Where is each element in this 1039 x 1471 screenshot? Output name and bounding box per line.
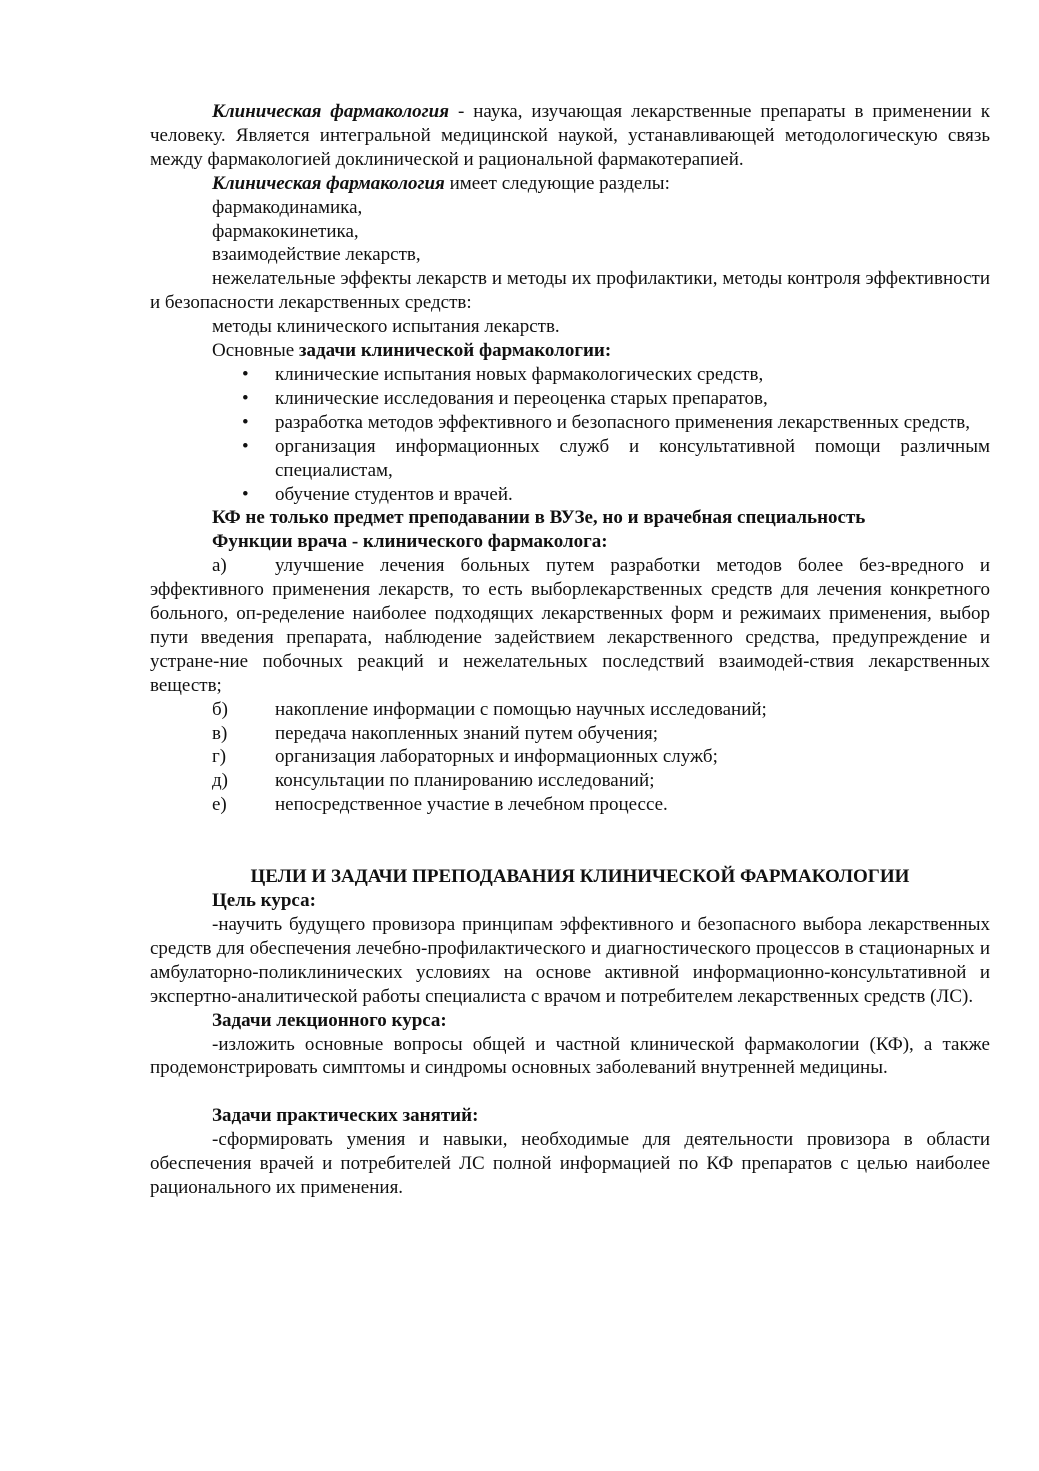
function-item [150,698,990,722]
sections-lead-text: имеет следующие разделы: [444,172,670,194]
tasks-lead-text: Основные [212,340,299,362]
section-item: фармакокинетика, [212,220,359,242]
function-text: непосредственное участие в лечебном процессе. [275,794,668,816]
function-text: консультации по планированию исследований; [275,770,655,792]
practice-text: -сформировать умения и навыки, необходимые для деятельности провизора в области обеспечения врачей и потребителей ЛС полной информацией по КФ препаратов с целью наиболее рационального их применения. [150,1129,990,1199]
list-item [150,363,990,387]
list-item-text: клинические исследования и переоценка старых препаратов, [275,387,768,409]
tasks-lead [150,339,990,363]
function-mark: а) [212,555,227,577]
course-goal-title [150,889,990,913]
function-item [150,769,990,793]
list-item-text: обучение студентов и врачей. [275,483,513,505]
document-page [150,100,990,1200]
bullet-icon: • [242,387,249,409]
lecture-text: -изложить основные вопросы общей и частной клинической фармакологии (КФ), а также продемонстрировать симптомы и синдромы основных заболеваний внутренней медицины. [150,1033,990,1079]
function-item [150,745,990,769]
course-goal-title-text: Цель курса: [212,890,316,912]
function-text: улучшение лечения больных путем разработки методов более без-вредного и эффективного применения лекарств, то есть выборлекарственных средств для лечения конкретного больного, оп-ределение наиболее подходящих лекарственных форм и режимаих применения, выбор пути введения препарата, наблюдение задействием лекарственного средства, предупреждение и устране-ние побочных реакций и нежелательных последствий взаимодей-ствия лекарственных веществ; [150,555,990,696]
list-item [150,411,990,435]
function-mark: г) [212,746,227,768]
intro-paragraph [150,100,990,172]
spacer [150,817,990,865]
list-item-text: разработка методов эффективного и безопасного применения лекарственных средств, [275,411,971,433]
functions-title-text: Функции врача - клинического фармаколога: [212,531,608,553]
tasks-title: задачи клинической фармакологии: [298,340,612,362]
intro-definition: - наука, изучающая лекарственные препараты в применении к человеку. Является интегральной медицинской наукой, устанавливающей методологическую связь между фармакологией доклинической и рациональной фармакотерапией. [150,101,990,170]
section-item: взаимодействие лекарств, [212,244,421,266]
bullet-icon: • [242,363,249,385]
lecture-title [150,1009,990,1033]
sections-lead [150,172,990,196]
specialty-statement [150,506,990,530]
section-item: фармакодинамика, [212,196,363,218]
function-mark: д) [212,770,228,792]
course-goal-text: -научить будущего провизора принципам эффективного и безопасного выбора лекарственных средств для обеспечения лечебно-профилактического и диагностического процессов в стационарных и амбулаторно-поликлинических условиях на основе активной информационно-консультативной и экспертно-аналитической работы специалиста с врачом и потребителем лекарственных средств (ЛС). [150,914,990,1007]
practice-title [150,1104,990,1128]
tasks-list [150,363,990,506]
spacer [150,1080,990,1104]
intro-term: Клиническая фармакология [212,101,450,122]
list-item [150,387,990,411]
practice-title-text: Задачи практических занятий: [212,1105,479,1127]
bullet-icon: • [242,435,249,457]
specialty-text: КФ не только предмет преподавании в ВУЗе, но и врачебная специальность [212,507,866,529]
lecture-title-text: Задачи лекционного курса: [212,1009,447,1031]
bullet-icon: • [242,411,249,433]
function-text: накопление информации с помощью научных исследований; [275,698,767,720]
section-heading: ЦЕЛИ И ЗАДАЧИ ПРЕПОДАВАНИЯ КЛИНИЧЕСКОЙ ФАРМАКОЛОГИИ [250,866,910,888]
bullet-icon: • [242,483,249,505]
function-item [150,793,990,817]
function-text: организация лабораторных и информационных служб; [275,746,718,768]
list-item-text: организация информационных служб и консультативной помощи различным специалистам, [275,435,990,481]
sections-term: Клиническая фармакология [212,172,445,194]
list-item [150,483,990,507]
section-item: нежелательные эффекты лекарств и методы их профилактики, методы контроля эффективности и безопасности лекарственных средств: [150,268,990,314]
function-item [150,722,990,746]
function-item [150,554,990,697]
list-item-text: клинические испытания новых фармакологических средств, [275,363,764,385]
function-text: передача накопленных знаний путем обучения; [275,722,658,744]
section-item: методы клинического испытания лекарств. [212,316,560,338]
function-mark: е) [212,794,227,816]
functions-title [150,530,990,554]
function-mark: в) [212,722,228,744]
list-item [150,435,990,483]
function-mark: б) [212,698,228,720]
